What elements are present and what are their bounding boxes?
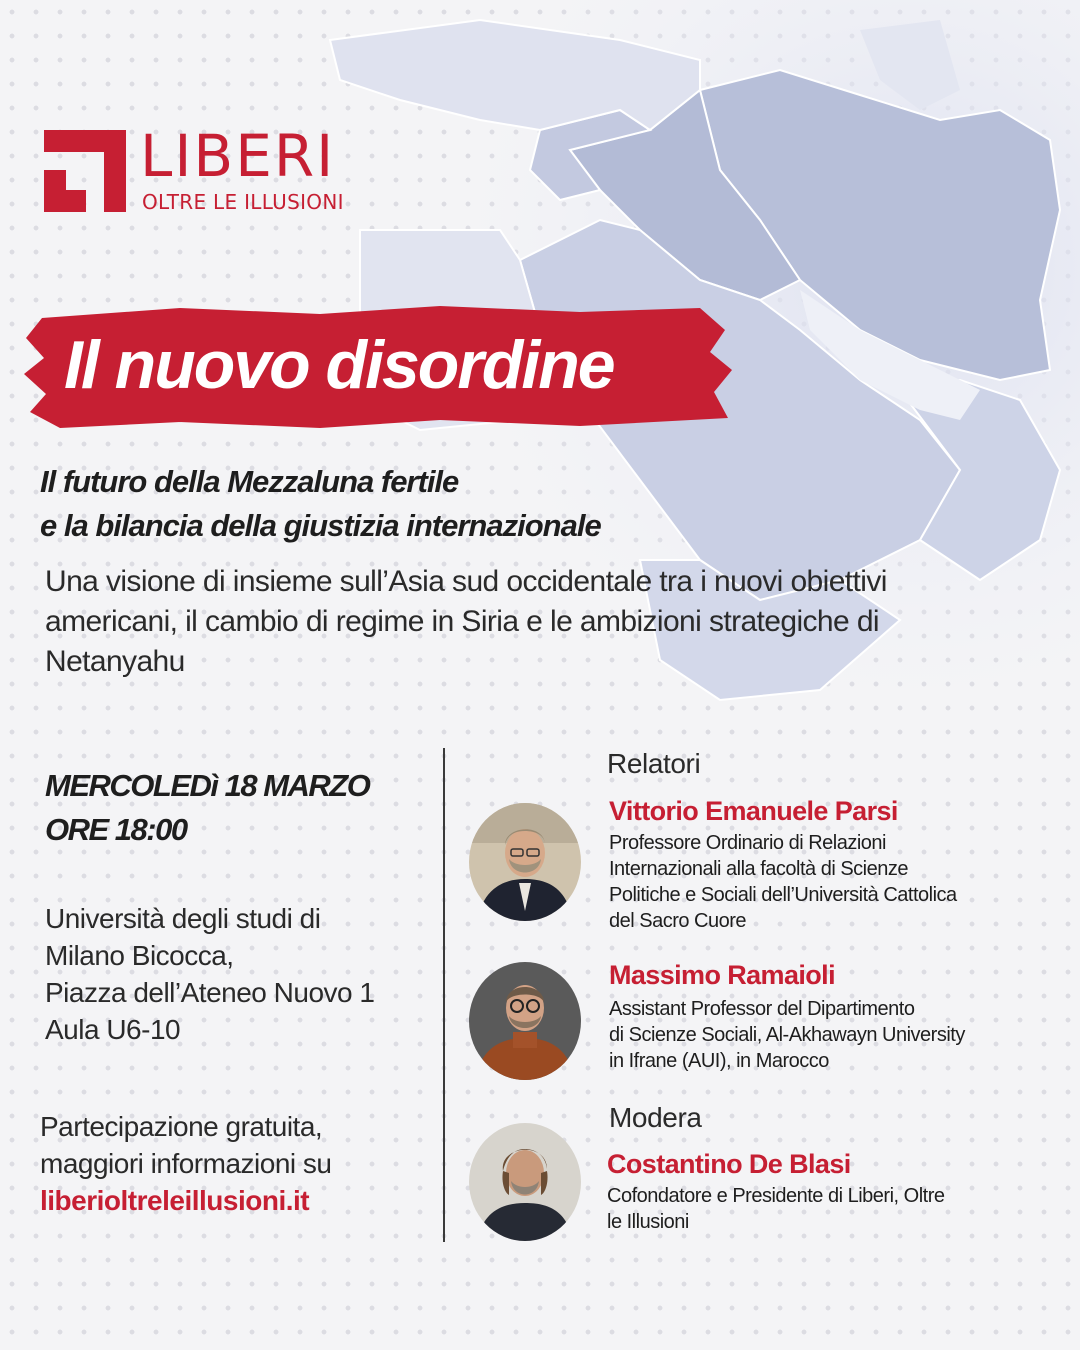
role-line: in Ifrane (AUI), in Marocco	[609, 1050, 829, 1072]
speaker-photo-parsi	[469, 803, 581, 921]
info-line: Partecipazione gratuita,	[40, 1111, 323, 1142]
role-line: Assistant Professor del Dipartimento	[609, 998, 915, 1020]
description-line: Una visione di insieme sull’Asia sud occidentale tra i nuovi obiettivi	[45, 565, 887, 598]
role-line: di Scienze Sociali, Al-Akhawayn University	[609, 1024, 965, 1046]
event-datetime	[45, 764, 369, 852]
venue-line: Milano Bicocca,	[45, 940, 234, 971]
speaker-name: Massimo Ramaioli	[609, 960, 835, 990]
event-venue	[45, 900, 374, 1048]
role-line: Internazionali alla facoltà di Scienze	[609, 858, 908, 880]
person-avatar-icon	[469, 1123, 581, 1241]
moderator-role	[607, 1183, 944, 1235]
role-line: Cofondatore e Presidente di Liberi, Oltre	[607, 1185, 945, 1207]
event-title: Il nuovo disordine	[64, 327, 614, 403]
column-divider	[443, 748, 445, 1242]
role-line: Politiche e Sociali dell’Università Cattolica	[609, 884, 957, 906]
logo-mark-icon	[44, 130, 126, 212]
person-avatar-icon	[469, 962, 581, 1080]
title-banner	[20, 300, 740, 435]
speaker-name: Vittorio Emanuele Parsi	[609, 796, 898, 826]
moderator-heading: Modera	[609, 1102, 702, 1133]
website-link[interactable]: liberioltreleillusioni.it	[40, 1185, 310, 1216]
event-subtitle	[40, 460, 601, 548]
event-description	[45, 562, 1035, 682]
moderator-name: Costantino De Blasi	[607, 1149, 851, 1179]
venue-line: Piazza dell’Ateneo Nuovo 1	[45, 977, 375, 1008]
info-line: maggiori informazioni su	[40, 1148, 332, 1179]
role-line: del Sacro Cuore	[609, 910, 747, 932]
moderator-photo	[469, 1123, 581, 1241]
speaker-photo-ramaioli	[469, 962, 581, 1080]
person-avatar-icon	[469, 803, 581, 921]
event-date: MERCOLEDì 18 MARZO	[45, 768, 370, 803]
event-time: ORE 18:00	[45, 812, 187, 847]
participation-info	[40, 1108, 331, 1219]
subtitle-line: e la bilancia della giustizia internazionale	[40, 508, 601, 543]
role-line: Professore Ordinario di Relazioni	[609, 832, 886, 854]
speaker-role	[609, 996, 965, 1074]
description-line: Netanyahu	[45, 645, 185, 678]
logo-title: LIBERI	[140, 122, 336, 190]
description-line: americani, il cambio di regime in Siria e le ambizioni strategiche di	[45, 605, 879, 638]
venue-line: Università degli studi di	[45, 903, 321, 934]
subtitle-line: Il futuro della Mezzaluna fertile	[40, 464, 459, 499]
venue-line: Aula U6-10	[45, 1014, 181, 1045]
speaker-role	[609, 830, 957, 934]
liberi-logo	[44, 122, 364, 214]
role-line: le Illusioni	[607, 1211, 689, 1233]
speakers-heading: Relatori	[607, 748, 701, 779]
logo-tagline: OLTRE LE ILLUSIONI	[142, 190, 344, 214]
